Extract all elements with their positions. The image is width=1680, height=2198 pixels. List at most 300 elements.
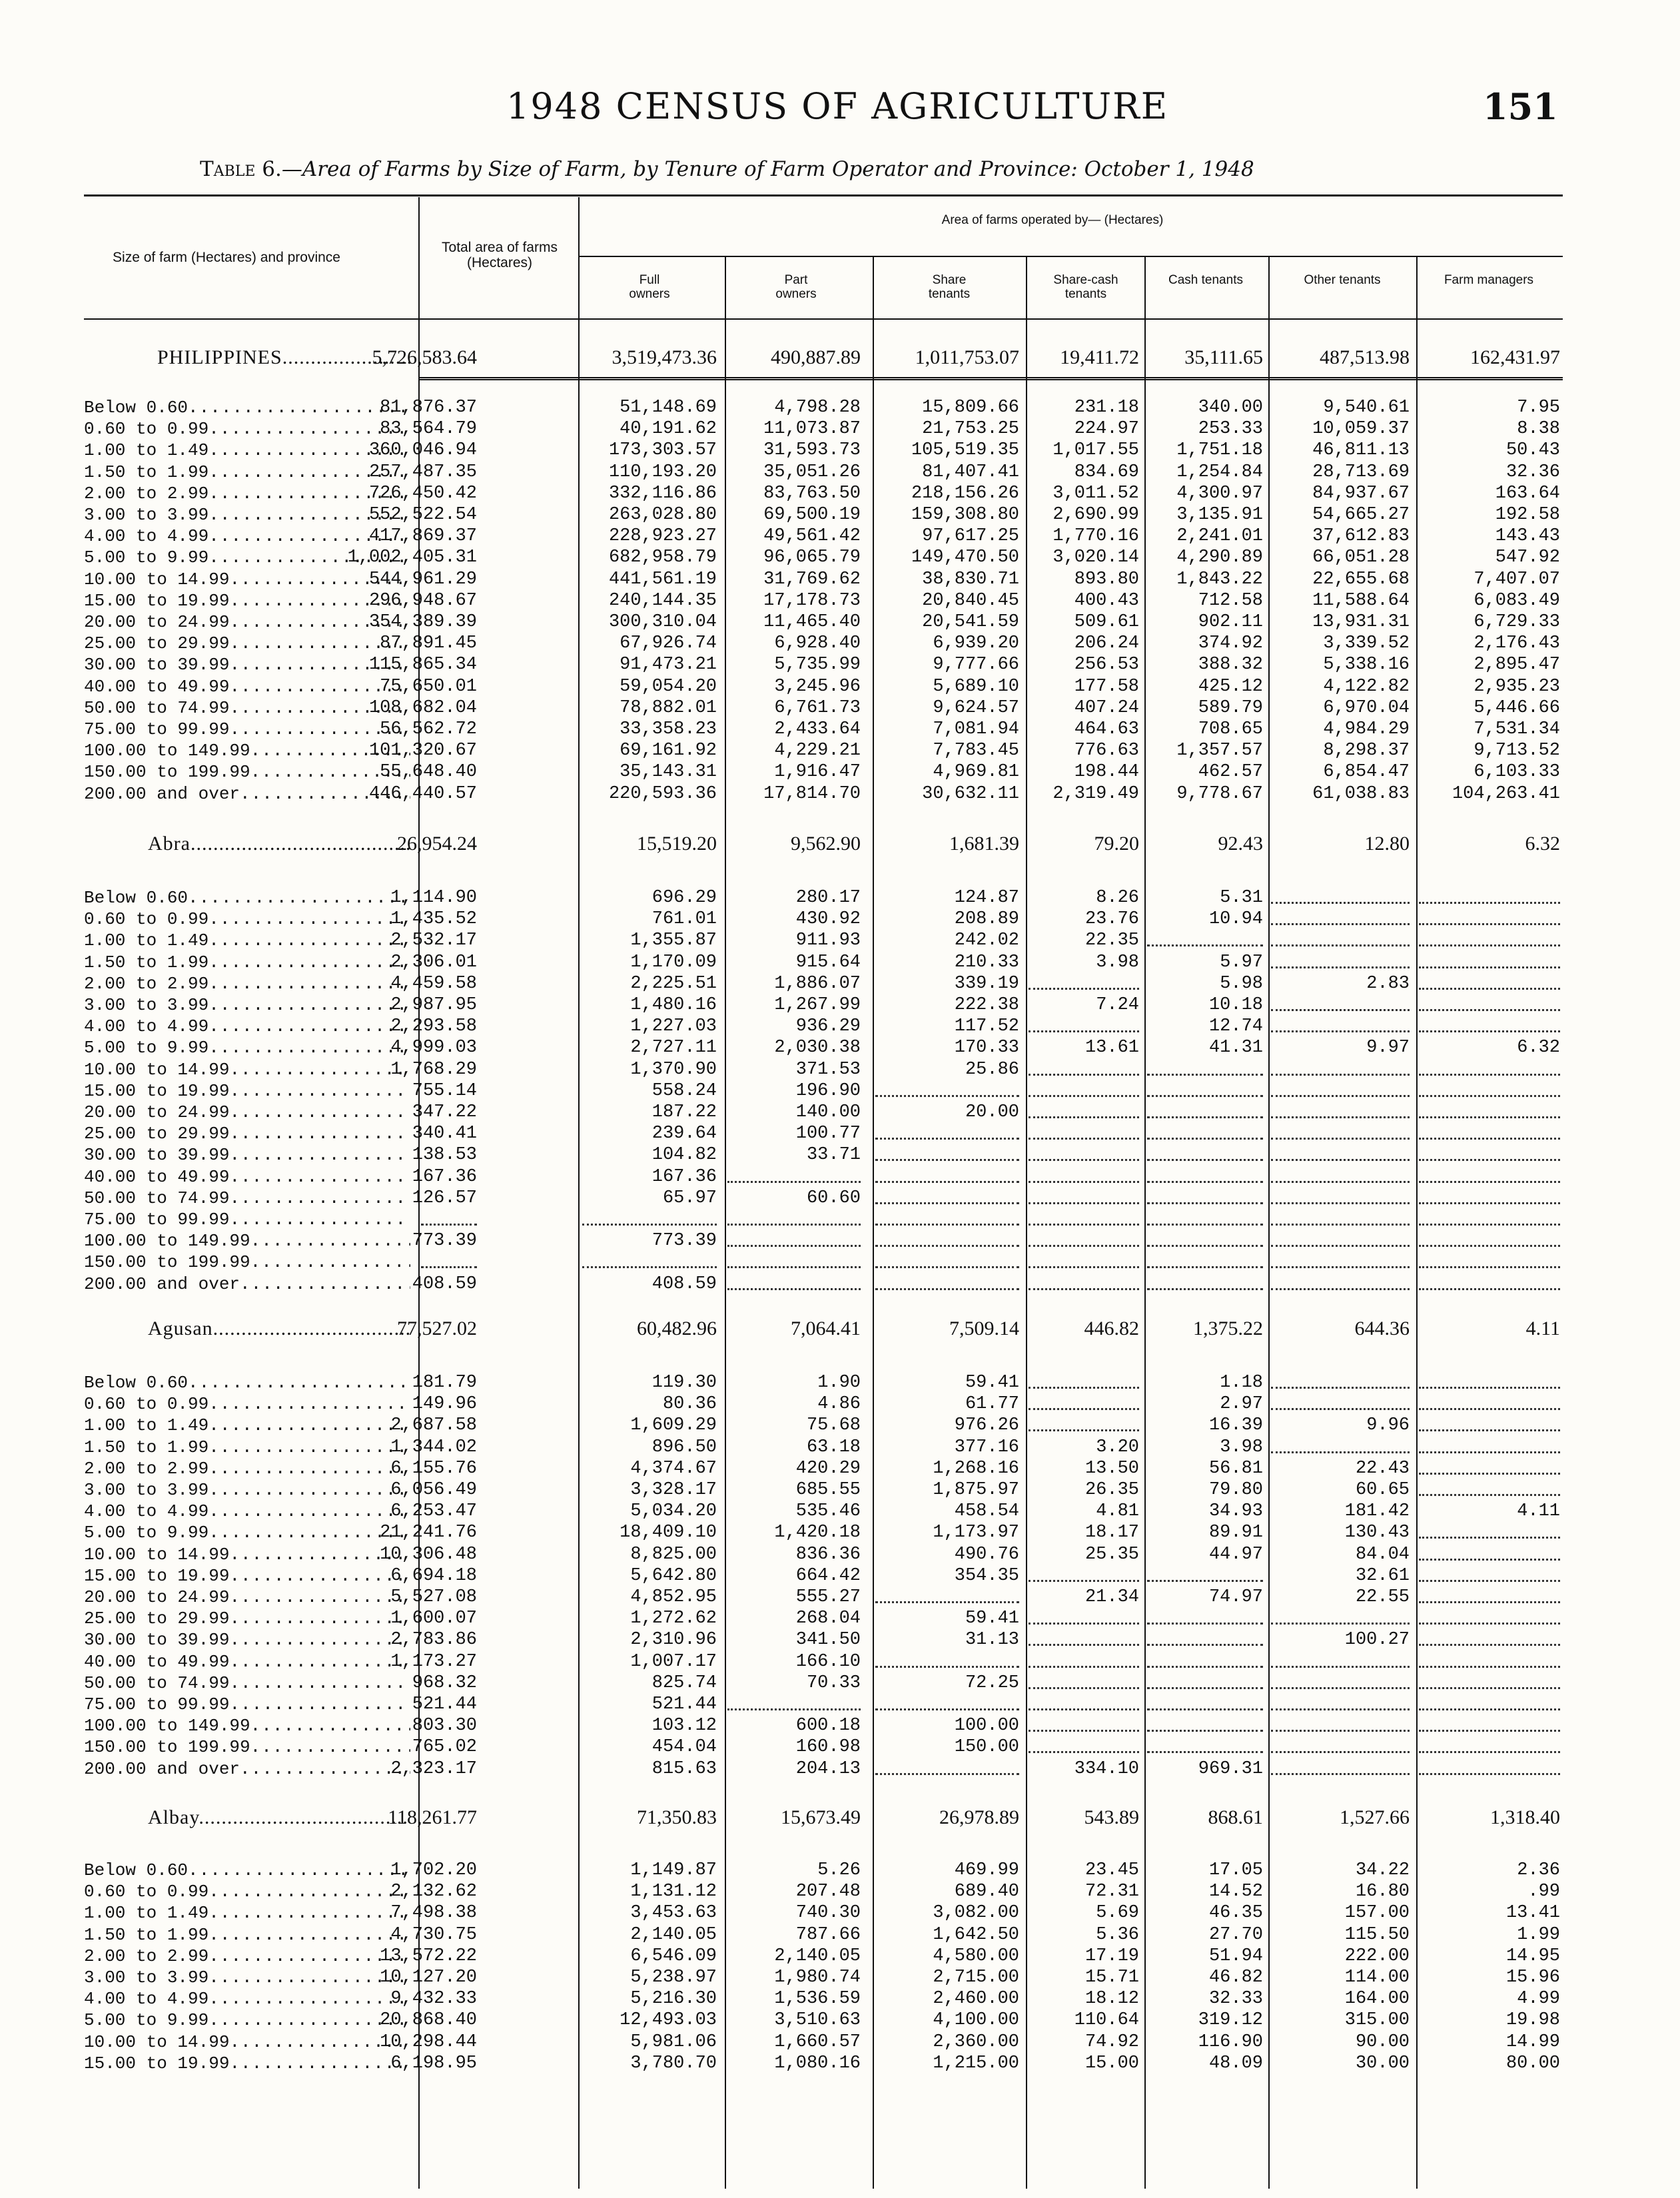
- table-cell: 1.90: [817, 1373, 861, 1393]
- table-cell: 15.96: [1505, 1968, 1560, 1988]
- row-label: 30.00 to 39.99 .....: [84, 1144, 410, 1166]
- table-cell: 181.42: [1344, 1501, 1410, 1522]
- table-cell: 1,770.16: [1052, 526, 1139, 547]
- empty-cell-leader: [1419, 1559, 1560, 1561]
- empty-cell-leader: [1419, 1773, 1560, 1775]
- table-cell: 59.41: [965, 1609, 1019, 1629]
- row-label: 10.00 to 14.99 .....: [84, 2031, 410, 2053]
- table-row: [84, 1166, 1563, 1188]
- row-label: 2.00 to 2.99 .....: [84, 973, 410, 994]
- table-cell: 3,011.52: [1052, 483, 1139, 504]
- table-cell: 192.58: [1495, 505, 1560, 525]
- table-cell: 4,300.97: [1176, 483, 1263, 504]
- table-cell: 37,612.83: [1312, 526, 1410, 547]
- table-cell: 11,465.40: [763, 612, 861, 632]
- table-cell: 149.96: [412, 1394, 477, 1415]
- table-row: [84, 1967, 1563, 1988]
- row-label: 1.00 to 1.49 .....: [84, 440, 410, 461]
- empty-cell-leader: [582, 1224, 717, 1226]
- table-cell: 2,460.00: [933, 1989, 1019, 2010]
- table-cell: 2.83: [1366, 973, 1410, 994]
- empty-cell-leader: [1419, 988, 1560, 990]
- empty-cell-leader: [1271, 1159, 1410, 1161]
- table-row: [84, 994, 1563, 1016]
- table-cell: 23.76: [1084, 909, 1139, 930]
- table-cell: 9,540.61: [1323, 398, 1410, 418]
- table-cell: 173,303.57: [608, 440, 717, 461]
- table-cell: 469.99: [954, 1860, 1019, 1880]
- table-cell: 280.17: [795, 888, 861, 908]
- table-cell: 1,660.57: [774, 2031, 861, 2052]
- table-row: [84, 397, 1563, 418]
- table-cell: 9,713.52: [1473, 741, 1560, 761]
- table-cell: 2,935.23: [1473, 676, 1560, 697]
- table-cell: 2,030.38: [774, 1038, 861, 1058]
- table-cell: 7,081.94: [933, 719, 1019, 739]
- table-cell: 787.66: [795, 1924, 861, 1945]
- empty-cell-leader: [1271, 1224, 1410, 1226]
- page-number: 151: [1483, 85, 1558, 128]
- table-cell: 296,948.67: [368, 590, 477, 611]
- group-total-cell: 5,726,583.64: [372, 346, 477, 368]
- empty-cell-leader: [1271, 1266, 1410, 1268]
- group-total-cell: 868.61: [1208, 1806, 1263, 1828]
- table-cell: 4.11: [1517, 1501, 1560, 1522]
- table-cell: 332,116.86: [608, 483, 717, 504]
- table-cell: 16.80: [1355, 1882, 1410, 1902]
- table-cell: 2,690.99: [1052, 505, 1139, 525]
- empty-cell-leader: [1419, 1666, 1560, 1668]
- table-cell: 25.86: [965, 1059, 1019, 1080]
- table-cell: 22.35: [1084, 930, 1139, 951]
- table-cell: 44.97: [1208, 1544, 1263, 1565]
- table-cell: 84,937.67: [1312, 483, 1410, 504]
- table-cell: 1,702.20: [390, 1860, 477, 1880]
- table-cell: 78,882.01: [620, 697, 717, 718]
- group-total-cell: 35,111.65: [1184, 346, 1263, 368]
- table-cell: 167.36: [412, 1166, 477, 1187]
- table-cell: 1,173.27: [390, 1651, 477, 1672]
- table-cell: 761.01: [651, 909, 717, 930]
- table-cell: 49,561.42: [763, 526, 861, 547]
- table-cell: 1,843.22: [1176, 569, 1263, 589]
- table-cell: 1,131.12: [630, 1882, 717, 1902]
- empty-cell-leader: [1029, 1623, 1139, 1625]
- table-cell: 27.70: [1208, 1924, 1263, 1945]
- row-label: 20.00 to 24.99 .....: [84, 611, 410, 633]
- empty-cell-leader: [1419, 1429, 1560, 1431]
- empty-cell-leader: [875, 1288, 1019, 1290]
- group-total-cell: 446.82: [1084, 1317, 1139, 1339]
- table-cell: 441,561.19: [608, 569, 717, 589]
- table-cell: 696.29: [651, 888, 717, 908]
- table-cell: 79.80: [1208, 1480, 1263, 1500]
- empty-cell-leader: [727, 1245, 861, 1247]
- empty-cell-leader: [1271, 1202, 1410, 1204]
- table-cell: 8.26: [1096, 888, 1139, 908]
- table-cell: 2.97: [1220, 1394, 1263, 1415]
- empty-cell-leader: [1419, 966, 1560, 968]
- table-cell: 75,650.01: [380, 676, 477, 697]
- table-cell: 81,407.41: [922, 462, 1019, 482]
- table-cell: 773.39: [412, 1231, 477, 1252]
- table-cell: 30.00: [1355, 2053, 1410, 2073]
- table-cell: .99: [1527, 1882, 1560, 1902]
- empty-cell-leader: [1029, 1095, 1139, 1097]
- table-cell: 100.00: [954, 1716, 1019, 1736]
- empty-cell-leader: [727, 1266, 861, 1268]
- table-cell: 103.12: [651, 1716, 717, 1736]
- table-cell: 14.95: [1505, 1946, 1560, 1966]
- table-cell: 5,446.66: [1473, 697, 1560, 718]
- table-cell: 4,374.67: [630, 1458, 717, 1479]
- table-cell: 4,229.21: [774, 741, 861, 761]
- table-cell: 7,407.07: [1473, 569, 1560, 589]
- table-cell: 458.54: [954, 1501, 1019, 1522]
- table-row: [84, 1629, 1563, 1650]
- row-label: 10.00 to 14.99 .....: [84, 1544, 410, 1565]
- table-cell: 1,768.29: [390, 1059, 477, 1080]
- empty-cell-leader: [875, 1266, 1019, 1268]
- empty-cell-leader: [1029, 1138, 1139, 1140]
- table-cell: 5,034.20: [630, 1501, 717, 1522]
- group-total-cell: 15,519.20: [637, 833, 717, 855]
- empty-cell-leader: [1419, 1095, 1560, 1097]
- table-cell: 166.10: [795, 1651, 861, 1672]
- empty-cell-leader: [1147, 1687, 1263, 1689]
- table-cell: 407.24: [1074, 697, 1139, 718]
- table-cell: 740.30: [795, 1903, 861, 1924]
- table-cell: 20,868.40: [380, 2010, 477, 2031]
- table-cell: 5.97: [1220, 952, 1263, 972]
- table-cell: 167.36: [651, 1166, 717, 1187]
- table-cell: 6,546.09: [630, 1946, 717, 1966]
- table-row: [84, 1080, 1563, 1102]
- table-cell: 54,665.27: [1312, 505, 1410, 525]
- table-cell: 776.63: [1074, 741, 1139, 761]
- table-cell: 59,054.20: [620, 676, 717, 697]
- table-cell: 1,370.90: [630, 1059, 717, 1080]
- group-total-cell: 162,431.97: [1470, 346, 1560, 368]
- empty-cell-leader: [582, 1266, 717, 1268]
- table-cell: 354.35: [954, 1565, 1019, 1586]
- table-row: [84, 1736, 1563, 1758]
- table-row: [84, 1694, 1563, 1715]
- table-cell: 21.34: [1084, 1587, 1139, 1607]
- table-cell: 210.33: [954, 952, 1019, 972]
- table-cell: 13.50: [1084, 1458, 1139, 1479]
- row-label: 1.50 to 1.99 .....: [84, 952, 410, 973]
- table-cell: 1,170.09: [630, 952, 717, 972]
- empty-cell-leader: [1271, 1708, 1410, 1710]
- table-row: [84, 1924, 1563, 1946]
- table-cell: 1,420.18: [774, 1523, 861, 1543]
- row-label: 30.00 to 39.99 .....: [84, 1629, 410, 1650]
- row-label: 15.00 to 19.99 .....: [84, 1080, 410, 1102]
- empty-cell-leader: [1147, 944, 1263, 946]
- group-total-cell: 1,375.22: [1193, 1317, 1263, 1339]
- empty-cell-leader: [1419, 1074, 1560, 1076]
- table-cell: 10,127.20: [380, 1968, 477, 1988]
- table-cell: 558.24: [651, 1080, 717, 1101]
- row-label: 10.00 to 14.99 .....: [84, 1059, 410, 1080]
- table-cell: 6,103.33: [1473, 762, 1560, 783]
- table-cell: 547.92: [1495, 548, 1560, 568]
- group-total-row: [84, 833, 1563, 855]
- table-cell: 4,122.82: [1323, 676, 1410, 697]
- table-cell: 1,227.03: [630, 1016, 717, 1037]
- row-label: 150.00 to 199.99 .....: [84, 1736, 410, 1758]
- group-total-cell: 19,411.72: [1060, 346, 1139, 368]
- table-cell: 3,135.91: [1176, 505, 1263, 525]
- table-cell: 41.31: [1208, 1038, 1263, 1058]
- table-cell: 5.31: [1220, 888, 1263, 908]
- table-cell: 7,498.38: [390, 1903, 477, 1924]
- table-cell: 105,519.35: [911, 440, 1019, 461]
- table-cell: 2,140.05: [630, 1924, 717, 1945]
- empty-cell-leader: [1419, 902, 1560, 904]
- table-cell: 9.96: [1366, 1415, 1410, 1436]
- table-cell: 6,155.76: [390, 1458, 477, 1479]
- row-label: 5.00 to 9.99 .....: [84, 547, 410, 568]
- table-row: [84, 418, 1563, 440]
- row-label: 75.00 to 99.99 .....: [84, 719, 410, 740]
- empty-cell-leader: [1419, 1730, 1560, 1732]
- row-label: 0.60 to 0.99 .....: [84, 909, 410, 930]
- page-title: 1948 CENSUS OF AGRICULTURE: [506, 85, 1169, 127]
- table-cell: 803.30: [412, 1716, 477, 1736]
- table-cell: 3.98: [1220, 1437, 1263, 1457]
- table-cell: 12.74: [1208, 1016, 1263, 1037]
- empty-cell-leader: [1029, 988, 1139, 990]
- row-label: 150.00 to 199.99 .....: [84, 1252, 410, 1273]
- total-double-rule: [420, 377, 1563, 380]
- table-cell: 80.36: [662, 1394, 717, 1415]
- table-cell: 204.13: [795, 1758, 861, 1779]
- table-row: [84, 909, 1563, 930]
- row-label: 5.00 to 9.99 .....: [84, 2010, 410, 2031]
- row-label: 50.00 to 74.99 .....: [84, 697, 410, 719]
- table-cell: 1,173.97: [933, 1523, 1019, 1543]
- table-cell: 521.44: [651, 1694, 717, 1714]
- table-cell: 231.18: [1074, 398, 1139, 418]
- table-cell: 90.00: [1355, 2031, 1410, 2052]
- empty-cell-leader: [1419, 1644, 1560, 1646]
- table-cell: 177.58: [1074, 676, 1139, 697]
- empty-cell-leader: [875, 1202, 1019, 1204]
- row-label: 15.00 to 19.99 .....: [84, 590, 410, 611]
- table-cell: 6,253.47: [390, 1501, 477, 1522]
- table-cell: 319.12: [1198, 2010, 1263, 2031]
- group-total-cell: 490,887.89: [771, 346, 861, 368]
- empty-cell-leader: [1419, 1473, 1560, 1475]
- table-row: [84, 1544, 1563, 1565]
- empty-cell-leader: [727, 1288, 861, 1290]
- table-cell: 7.24: [1096, 995, 1139, 1015]
- table-cell: 3,245.96: [774, 676, 861, 697]
- empty-cell-leader: [1419, 1387, 1560, 1389]
- table-cell: 420.29: [795, 1458, 861, 1479]
- empty-cell-leader: [1271, 1095, 1410, 1097]
- table-row: [84, 887, 1563, 909]
- table-cell: 5,338.16: [1323, 655, 1410, 675]
- table-cell: 902.11: [1198, 612, 1263, 632]
- table-cell: 61.77: [965, 1394, 1019, 1415]
- table-cell: 15.71: [1084, 1968, 1139, 1988]
- row-label: 1.00 to 1.49 .....: [84, 1902, 410, 1924]
- row-label: 1.50 to 1.99 .....: [84, 1437, 410, 1458]
- table-cell: 340.41: [412, 1124, 477, 1144]
- table-cell: 164.00: [1344, 1989, 1410, 2010]
- table-cell: 896.50: [651, 1437, 717, 1457]
- empty-cell-leader: [1029, 1751, 1139, 1753]
- group-total-cell: 118,261.77: [388, 1806, 477, 1828]
- empty-cell-leader: [1419, 1601, 1560, 1603]
- empty-cell-leader: [1419, 1687, 1560, 1689]
- table-cell: 1.18: [1220, 1373, 1263, 1393]
- table-cell: 6,761.73: [774, 697, 861, 718]
- table-row: [84, 740, 1563, 761]
- table-cell: 46,811.13: [1312, 440, 1410, 461]
- table-cell: 22.55: [1355, 1587, 1410, 1607]
- table-row: [84, 676, 1563, 697]
- table-cell: 207.48: [795, 1882, 861, 1902]
- table-cell: 9,778.67: [1176, 783, 1263, 804]
- row-label: 15.00 to 19.99 .....: [84, 1565, 410, 1587]
- table-cell: 10.94: [1208, 909, 1263, 930]
- row-label: 75.00 to 99.99 .....: [84, 1694, 410, 1715]
- row-label: 1.00 to 1.49 .....: [84, 930, 410, 951]
- table-cell: 26.35: [1084, 1480, 1139, 1500]
- group-total-cell: 1,011,753.07: [915, 346, 1019, 368]
- empty-cell-leader: [1029, 1730, 1139, 1732]
- table-cell: 360,046.94: [368, 440, 477, 461]
- table-cell: 101,320.67: [368, 741, 477, 761]
- table-cell: 114.00: [1344, 1968, 1410, 1988]
- table-cell: 3,453.63: [630, 1903, 717, 1924]
- empty-cell-leader: [1029, 1387, 1139, 1389]
- table-cell: 51.94: [1208, 1946, 1263, 1966]
- table-cell: 555.27: [795, 1587, 861, 1607]
- empty-cell-leader: [1419, 1116, 1560, 1118]
- table-cell: 4,290.89: [1176, 548, 1263, 568]
- group-name: Agusan .....: [84, 1317, 410, 1340]
- header-bottom-rule: [84, 318, 1563, 320]
- table-row: [84, 1437, 1563, 1458]
- table-cell: 7.95: [1517, 398, 1560, 418]
- empty-cell-leader: [421, 1224, 477, 1226]
- table-cell: 20,541.59: [922, 612, 1019, 632]
- row-label: 1.00 to 1.49 .....: [84, 1415, 410, 1436]
- table-cell: 4,730.75: [390, 1924, 477, 1945]
- row-label: 100.00 to 149.99 .....: [84, 1715, 410, 1736]
- group-total-cell: 7,509.14: [949, 1317, 1019, 1339]
- table-row: [84, 1608, 1563, 1629]
- row-label: Below 0.60 .....: [84, 1372, 410, 1393]
- empty-cell-leader: [1271, 944, 1410, 946]
- table-cell: 256.53: [1074, 655, 1139, 675]
- table-cell: 388.32: [1198, 655, 1263, 675]
- table-cell: 69,161.92: [620, 741, 717, 761]
- group-total-cell: 12.80: [1364, 833, 1410, 855]
- table-cell: 1,272.62: [630, 1609, 717, 1629]
- table-cell: 83,564.79: [380, 419, 477, 440]
- table-cell: 5,735.99: [774, 655, 861, 675]
- table-cell: 115.50: [1344, 1924, 1410, 1945]
- table-cell: 1,886.07: [774, 973, 861, 994]
- table-cell: 66,051.28: [1312, 548, 1410, 568]
- table-row: [84, 1522, 1563, 1543]
- group-total-cell: 4.11: [1525, 1317, 1560, 1339]
- row-label: 25.00 to 29.99 .....: [84, 1123, 410, 1144]
- empty-cell-leader: [1419, 1288, 1560, 1290]
- table-cell: 11,588.64: [1312, 590, 1410, 611]
- column-header: Share tenants: [928, 273, 971, 301]
- table-row: [84, 1902, 1563, 1924]
- table-row: [84, 719, 1563, 740]
- row-label: 75.00 to 99.99 .....: [84, 1209, 410, 1230]
- table-cell: 347.22: [412, 1102, 477, 1122]
- table-cell: 1,357.57: [1176, 741, 1263, 761]
- table-cell: 1,536.59: [774, 1989, 861, 2010]
- table-cell: 4,999.03: [390, 1038, 477, 1058]
- table-cell: 33,358.23: [620, 719, 717, 739]
- empty-cell-leader: [1147, 1580, 1263, 1582]
- table-cell: 17.19: [1084, 1946, 1139, 1966]
- table-cell: 110,193.20: [608, 462, 717, 482]
- table-cell: 340.00: [1198, 398, 1263, 418]
- row-label: 25.00 to 29.99 .....: [84, 1608, 410, 1629]
- empty-cell-leader: [875, 1138, 1019, 1140]
- empty-cell-leader: [1147, 1074, 1263, 1076]
- table-cell: 63.18: [806, 1437, 861, 1457]
- table-cell: 3,082.00: [933, 1903, 1019, 1924]
- table-cell: 2,715.00: [933, 1968, 1019, 1988]
- table-row: [84, 462, 1563, 483]
- empty-cell-leader: [1271, 1751, 1410, 1753]
- table-cell: 408.59: [651, 1274, 717, 1294]
- table-cell: 72.25: [965, 1672, 1019, 1693]
- table-cell: 1,355.87: [630, 930, 717, 951]
- table-cell: 5.26: [817, 1860, 861, 1880]
- column-header: Farm managers: [1444, 273, 1534, 287]
- table-cell: 187.22: [651, 1102, 717, 1122]
- empty-cell-leader: [1271, 923, 1410, 925]
- table-cell: 81,876.37: [380, 398, 477, 418]
- empty-cell-leader: [1147, 1266, 1263, 1268]
- empty-cell-leader: [1419, 1266, 1560, 1268]
- table-cell: 21,753.25: [922, 419, 1019, 440]
- table-cell: 5,689.10: [933, 676, 1019, 697]
- empty-cell-leader: [1271, 1245, 1410, 1247]
- empty-cell-leader: [1147, 1666, 1263, 1668]
- table-label: Table 6.: [200, 157, 282, 181]
- table-cell: 354,389.39: [368, 612, 477, 632]
- empty-cell-leader: [1029, 1202, 1139, 1204]
- table-cell: 208.89: [954, 909, 1019, 930]
- spanner-header: Area of farms operated by— (Hectares): [941, 213, 1164, 227]
- empty-cell-leader: [421, 1266, 477, 1268]
- table-row: [84, 2031, 1563, 2053]
- group-total-cell: 60,482.96: [637, 1317, 717, 1339]
- empty-cell-leader: [1029, 1245, 1139, 1247]
- row-label: Below 0.60 .....: [84, 887, 410, 909]
- table-cell: 23.45: [1084, 1860, 1139, 1880]
- table-cell: 1,007.17: [630, 1651, 717, 1672]
- table-cell: 10,059.37: [1312, 419, 1410, 440]
- table-cell: 3.98: [1096, 952, 1139, 972]
- row-label: Below 0.60 .....: [84, 397, 410, 418]
